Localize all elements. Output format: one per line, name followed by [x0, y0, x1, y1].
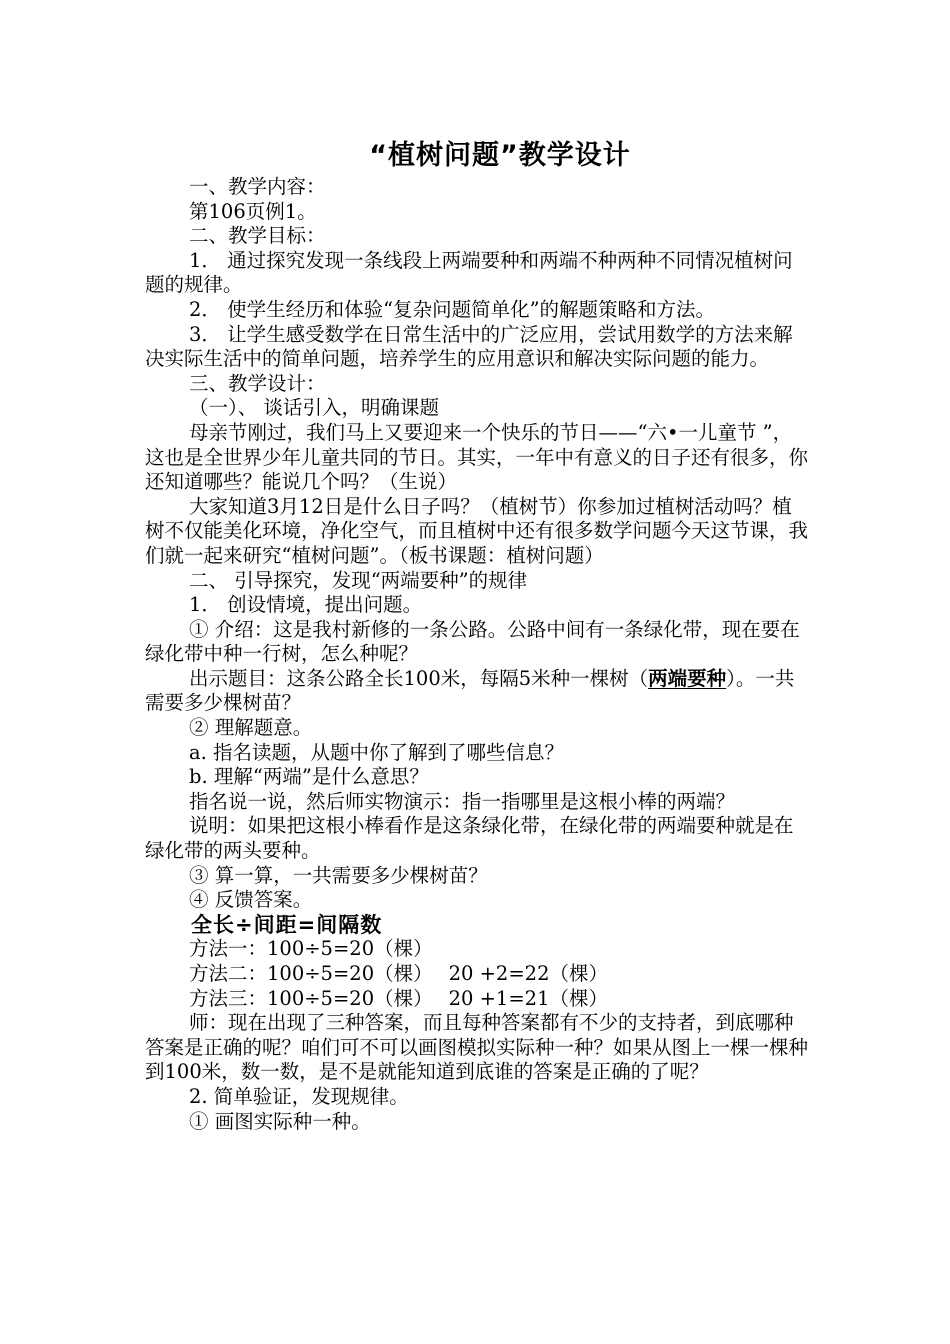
paragraph-arbor-day: 大家知道3月12日是什么日子吗？（植树节）你参加过植树活动吗？植树不仅能美化环境，净化空气，而且植树中还有很多数学问题今天这节课，我们就一起来研究“植树问题”。（板书课题：植树问题）	[145, 494, 809, 567]
section-heading-design: 三、教学设计：	[189, 371, 326, 395]
item-both-ends: b. 理解“两端”是什么意思？	[189, 765, 429, 789]
subsection-explore: 二、 引导探究，发现“两端要种”的规律	[189, 568, 528, 592]
goal-3: 3． 让学生感受数学在日常生活中的广泛应用，尝试用数学的方法来解决实际生活中的简单问题，培养学生的应用意识和解决实际问题的能力。	[145, 322, 793, 371]
goal-2: 2． 使学生经历和体验“复杂问题简单化”的解题策略和方法。	[189, 297, 716, 321]
item-read: a. 指名读题，从题中你了解到了哪些信息？	[189, 740, 565, 764]
item-introduce: ① 介绍：这是我村新修的一条公路。公路中间有一条绿化带，现在要在绿化带中种一行树，怎么种呢？	[145, 617, 800, 666]
step-1: 1． 创设情境，提出问题。	[189, 593, 423, 617]
item-calculate: ③ 算一算，一共需要多少棵树苗？	[189, 863, 488, 887]
document-body	[145, 175, 810, 1134]
subsection-intro: （一）、 谈话引入，明确课题	[189, 396, 439, 420]
problem-statement	[145, 667, 810, 716]
step-2: 2. 简单验证，发现规律。	[189, 1084, 409, 1108]
item-draw: ① 画图实际种一种。	[189, 1109, 371, 1133]
section-heading-goals: 二、教学目标：	[189, 224, 326, 248]
formula-line: 全长÷间距=间隔数	[191, 912, 383, 937]
method-3: 方法三：100÷5=20（棵） 20 +1=21（棵）	[189, 986, 608, 1010]
item-explain: 说明：如果把这根小棒看作是这条绿化带，在绿化带的两端要种就是在绿化带的两头要种。	[145, 814, 794, 863]
document-title: “植树问题”教学设计	[369, 140, 631, 171]
paragraph-teacher: 师：现在出现了三种答案，而且每种答案都有不少的支持者，到底哪种答案是正确的呢？咱们可不可以画图模拟实际种一种？如果从图上一棵一棵种到100米，数一数，是不是就能知道到底谁的答案是正确的了呢？	[145, 1011, 809, 1084]
paragraph-festival: 母亲节刚过，我们马上又要迎来一个快乐的节日——“六•一儿童节 ”，这也是全世界少年儿童共同的节日。其实，一年中有意义的日子还有很多，你还知道哪些？能说几个吗？（生说）	[145, 420, 809, 494]
method-1: 方法一：100÷5=20（棵）	[189, 937, 433, 961]
problem-emphasis: 两端要种	[648, 666, 727, 690]
item-feedback: ④ 反馈答案。	[189, 888, 313, 912]
problem-suffix: ）。一共需要多少棵树苗？	[145, 666, 795, 715]
item-demo: 指名说一说，然后师实物演示：指一指哪里是这根小棒的两端？	[189, 789, 736, 813]
method-2: 方法二：100÷5=20（棵） 20 +2=22（棵）	[189, 962, 608, 985]
content-page-ref: 第106页例1。	[189, 199, 317, 223]
goal-1: 1． 通过探究发现一条线段上两端要种和两端不种两种不同情况植树问题的规律。	[145, 248, 793, 297]
item-understand: ② 理解题意。	[189, 716, 313, 740]
problem-prefix: 出示题目：这条公路全长100米，每隔5米种一棵树（	[189, 666, 649, 690]
section-heading-content: 一、教学内容：	[189, 175, 326, 198]
